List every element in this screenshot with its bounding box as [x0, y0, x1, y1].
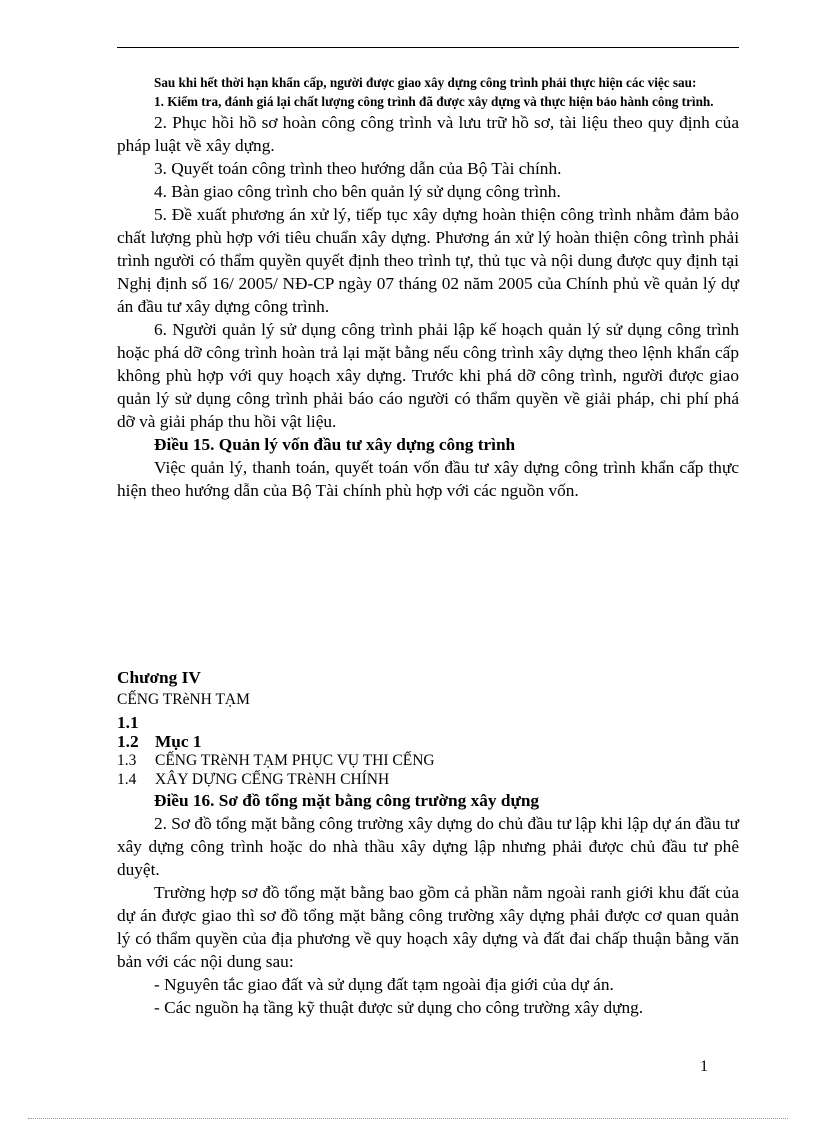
article-16-bullet-1: - Nguyên tắc giao đất và sử dụng đất tạm ngoài địa giới của dự án. — [154, 975, 614, 994]
chapter-subtitle: CẾNG TRèNH TẠM — [117, 691, 250, 708]
item-2: 2. Phục hồi hồ sơ hoàn công công trình và lưu trữ hồ sơ, tài liệu theo quy định của pháp luật về xây dựng. — [117, 113, 739, 155]
intro-item-1: 1. Kiểm tra, đánh giá lại chất lượng công trình đã được xây dựng và thực hiện bảo hành công trình. — [154, 94, 714, 109]
article-16-title: Điều 16. Sơ đồ tổng mặt bằng công trường xây dựng — [154, 791, 540, 810]
section-1-4-title: XÂY DỰNG CẾNG TRèNH CHÍNH — [155, 771, 390, 788]
header-rule — [117, 47, 739, 48]
page-number: 1 — [700, 1058, 708, 1075]
page-bottom-edge — [28, 1118, 788, 1119]
intro-line: Sau khi hết thời hạn khẩn cấp, người được giao xây dựng công trình phải thực hiện các việc sau: — [154, 75, 697, 90]
section-muc-1 — [117, 732, 739, 751]
article-15-body: Việc quản lý, thanh toán, quyết toán vốn đầu tư xây dựng công trình khẩn cấp thực hiện theo hướng dẫn của Bộ Tài chính phù hợp với các nguồn vốn. — [117, 458, 739, 500]
article-16-para-2: Trường hợp sơ đồ tổng mặt bằng bao gồm cả phần nằm ngoài ranh giới khu đất của dự án được giao thì sơ đồ tổng mặt bằng công trường xây dựng phải được cơ quan quản lý có thẩm quyền của địa phương về quy hoạch xây dựng và đất đai chấp thuận bằng văn bản với các nội dung sau: — [117, 883, 739, 971]
item-6: 6. Người quản lý sử dụng công trình phải lập kế hoạch quản lý sử dụng công trình hoặc phá dỡ công trình hoàn trả lại mặt bằng nếu công trình xây dựng theo lệnh khẩn cấp không phù hợp với quy hoạch xây dựng. Trước khi phá dỡ công trình, người được giao quản lý sử dụng công trình phải báo cáo người có thẩm quyền về giải pháp, chi phí phá dỡ và giải pháp thu hồi vật liệu. — [117, 320, 739, 431]
page-gap — [117, 502, 739, 667]
section-1-3-title: CẾNG TRèNH TẠM PHỤC VỤ THI CẾNG — [155, 752, 435, 769]
item-5: 5. Đề xuất phương án xử lý, tiếp tục xây dựng hoàn thiện công trình nhằm đảm bảo chất lượng phù hợp với tiêu chuẩn xây dựng. Phương án xử lý hoàn thiện công trình phải trình người có thẩm quyền quyết định theo trình tự, thủ tục và nội dung được quy định tại Nghị định số 16/ 2005/ NĐ-CP ngày 07 tháng 02 năm 2005 của Chính phủ về quản lý dự án đầu tư xây dựng công trình. — [117, 205, 739, 316]
section-1-3 — [117, 751, 739, 770]
number-1-2: 1.2 — [117, 732, 139, 751]
muc-label: Mục 1 — [155, 732, 202, 751]
article-16-para-1: 2. Sơ đồ tổng mặt bằng công trường xây dựng do chủ đầu tư lập khi lập dự án đầu tư xây dựng công trình hoặc do nhà thầu xây dựng lập nhưng phải được chủ đầu tư phê duyệt. — [117, 814, 739, 879]
chapter-title: Chương IV — [117, 668, 201, 687]
article-16-bullet-2: - Các nguồn hạ tầng kỹ thuật được sử dụng cho công trường xây dựng. — [154, 998, 644, 1017]
document-page — [117, 74, 739, 1019]
item-3: 3. Quyết toán công trình theo hướng dẫn của Bộ Tài chính. — [154, 159, 562, 178]
article-15-title: Điều 15. Quản lý vốn đầu tư xây dựng công trình — [154, 435, 516, 454]
number-1-1: 1.1 — [117, 713, 139, 732]
number-1-3: 1.3 — [117, 752, 137, 769]
number-1-4: 1.4 — [117, 771, 137, 788]
item-4: 4. Bàn giao công trình cho bên quản lý sử dụng công trình. — [154, 182, 561, 201]
section-1-4 — [117, 770, 739, 789]
